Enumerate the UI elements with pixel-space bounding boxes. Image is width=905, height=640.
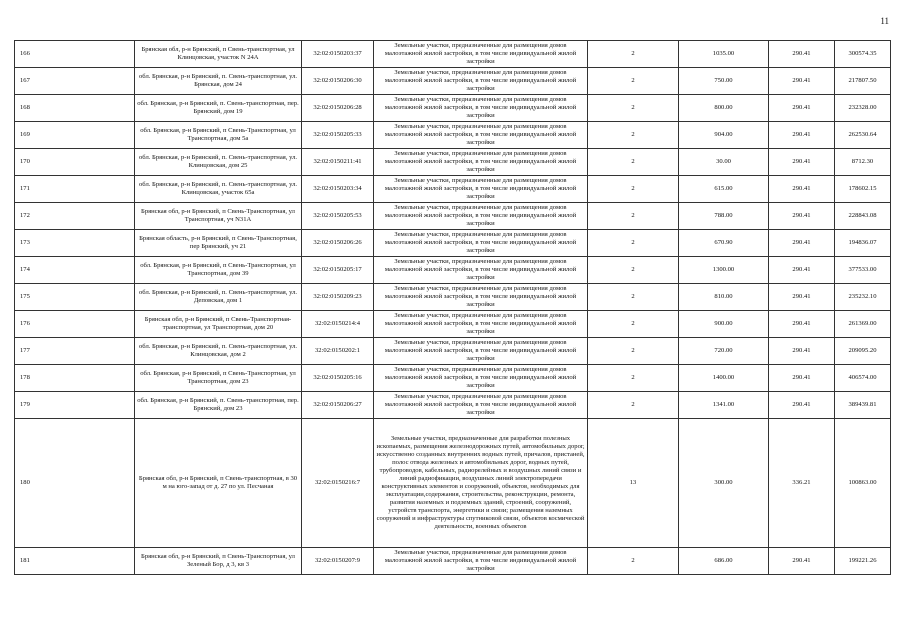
address-cell: обл. Брянская, р-н Брянский, п. Свень-транспортная, ул. Клинцовская, участок 65а xyxy=(135,176,302,203)
area-cell: 30.00 xyxy=(679,149,769,176)
table-row xyxy=(15,284,891,311)
row-number: 174 xyxy=(15,257,135,284)
cadastral-value-cell: 389439.81 xyxy=(835,392,891,419)
cadastral-number-cell: 32:02:0150206:27 xyxy=(302,392,374,419)
table-body xyxy=(15,41,891,575)
table-row xyxy=(15,257,891,284)
cadastral-value-cell: 261369.00 xyxy=(835,311,891,338)
unit-value-cell: 290.41 xyxy=(769,284,835,311)
address-cell: Брянская обл, р-н Брянский, п Свень-Транспортная-транспортная, ул Транспортная, дом 20 xyxy=(135,311,302,338)
category-cell: 2 xyxy=(588,392,679,419)
row-number: 170 xyxy=(15,149,135,176)
permitted-use-cell: Земельные участки, предназначенные для размещения домов малоэтажной жилой застройки, в том числе индивидуальной жилой застройки xyxy=(374,392,588,419)
permitted-use-cell: Земельные участки, предназначенные для размещения домов малоэтажной жилой застройки, в том числе индивидуальной жилой застройки xyxy=(374,257,588,284)
table-row xyxy=(15,95,891,122)
land-registry-table xyxy=(14,40,891,575)
area-cell: 750.00 xyxy=(679,68,769,95)
cadastral-value-cell: 235232.10 xyxy=(835,284,891,311)
table-row xyxy=(15,149,891,176)
page-number: 11 xyxy=(880,16,889,26)
address-cell: Брянская обл, р-н Брянский, п Свень-Транспортная, ул Зеленый Бор, д 3, кв 3 xyxy=(135,548,302,575)
unit-value-cell: 290.41 xyxy=(769,203,835,230)
cadastral-value-cell: 209095.20 xyxy=(835,338,891,365)
area-cell: 615.00 xyxy=(679,176,769,203)
category-cell: 2 xyxy=(588,122,679,149)
table-row xyxy=(15,230,891,257)
cadastral-value-cell: 100863.00 xyxy=(835,419,891,548)
table-row xyxy=(15,365,891,392)
row-number: 179 xyxy=(15,392,135,419)
permitted-use-cell: Земельные участки, предназначенные для размещения домов малоэтажной жилой застройки, в том числе индивидуальной жилой застройки xyxy=(374,338,588,365)
cadastral-value-cell: 8712.30 xyxy=(835,149,891,176)
cadastral-number-cell: 32:02:0150205:17 xyxy=(302,257,374,284)
unit-value-cell: 290.41 xyxy=(769,338,835,365)
permitted-use-cell: Земельные участки, предназначенные для размещения домов малоэтажной жилой застройки, в том числе индивидуальной жилой застройки xyxy=(374,149,588,176)
area-cell: 800.00 xyxy=(679,95,769,122)
address-cell: обл. Брянская, р-н Брянский, п. Свень-транспортная, пер. Брянский, дом 23 xyxy=(135,392,302,419)
cadastral-value-cell: 232328.00 xyxy=(835,95,891,122)
row-number: 177 xyxy=(15,338,135,365)
category-cell: 2 xyxy=(588,338,679,365)
cadastral-number-cell: 32:02:0150205:16 xyxy=(302,365,374,392)
table-row xyxy=(15,548,891,575)
unit-value-cell: 290.41 xyxy=(769,176,835,203)
unit-value-cell: 290.41 xyxy=(769,548,835,575)
area-cell: 720.00 xyxy=(679,338,769,365)
cadastral-number-cell: 32:02:0150207:9 xyxy=(302,548,374,575)
address-cell: Брянская обл, р-н Брянский, п Свень-Транспортная, ул Транспортная, уч N31А xyxy=(135,203,302,230)
unit-value-cell: 290.41 xyxy=(769,95,835,122)
permitted-use-cell: Земельные участки, предназначенные для размещения домов малоэтажной жилой застройки, в том числе индивидуальной жилой застройки xyxy=(374,176,588,203)
address-cell: обл. Брянская, р-н Брянский, п Свень-Транспортная, ул Транспортная, дом 5а xyxy=(135,122,302,149)
cadastral-number-cell: 32:02:0150205:33 xyxy=(302,122,374,149)
table-row xyxy=(15,68,891,95)
area-cell: 1035.00 xyxy=(679,41,769,68)
cadastral-number-cell: 32:02:0150205:53 xyxy=(302,203,374,230)
cadastral-value-cell: 178602.15 xyxy=(835,176,891,203)
row-number: 168 xyxy=(15,95,135,122)
address-cell: обл. Брянская, р-н Брянский, п Свень-Транспортная, ул Транспортная, дом 39 xyxy=(135,257,302,284)
cadastral-value-cell: 300574.35 xyxy=(835,41,891,68)
area-cell: 300.00 xyxy=(679,419,769,548)
category-cell: 2 xyxy=(588,41,679,68)
row-number: 176 xyxy=(15,311,135,338)
row-number: 166 xyxy=(15,41,135,68)
address-cell: обл. Брянская, р-н Брянский, п. Свень-транспортная, пер. Брянский, дом 19 xyxy=(135,95,302,122)
unit-value-cell: 290.41 xyxy=(769,230,835,257)
category-cell: 2 xyxy=(588,365,679,392)
area-cell: 1341.00 xyxy=(679,392,769,419)
unit-value-cell: 290.41 xyxy=(769,149,835,176)
cadastral-number-cell: 32:02:0150203:34 xyxy=(302,176,374,203)
permitted-use-cell: Земельные участки, предназначенные для размещения домов малоэтажной жилой застройки, в том числе индивидуальной жилой застройки xyxy=(374,548,588,575)
category-cell: 2 xyxy=(588,176,679,203)
area-cell: 670.90 xyxy=(679,230,769,257)
table-row xyxy=(15,41,891,68)
address-cell: обл. Брянская, р-н Брянский, п. Свень-транспортная, ул. Брянская, дом 24 xyxy=(135,68,302,95)
row-number: 175 xyxy=(15,284,135,311)
row-number: 181 xyxy=(15,548,135,575)
row-number: 178 xyxy=(15,365,135,392)
row-number: 169 xyxy=(15,122,135,149)
permitted-use-cell: Земельные участки, предназначенные для размещения домов малоэтажной жилой застройки, в том числе индивидуальной жилой застройки xyxy=(374,41,588,68)
cadastral-value-cell: 262530.64 xyxy=(835,122,891,149)
cadastral-value-cell: 199221.26 xyxy=(835,548,891,575)
unit-value-cell: 290.41 xyxy=(769,41,835,68)
row-number: 180 xyxy=(15,419,135,548)
table-row xyxy=(15,419,891,548)
area-cell: 810.00 xyxy=(679,284,769,311)
unit-value-cell: 336.21 xyxy=(769,419,835,548)
category-cell: 2 xyxy=(588,230,679,257)
area-cell: 904.00 xyxy=(679,122,769,149)
row-number: 172 xyxy=(15,203,135,230)
permitted-use-cell: Земельные участки, предназначенные для разработки полезных ископаемых, размещения железнодорожных путей, автомобильных дорог, искусственно созданных внутренних водных путей, причалов, пристаней, полос отвода железных и автомобильных дорог, водных путей, трубопроводов, кабельных, радиорелейных и воздушных линий связи и линий радиофикации, воздушных линий электропередачи конструктивных элементов и сооружений, объектов, необходимых для эксплуатации,содержания, строительства, реконструкции, ремонта, развития наземных и подземных зданий, строений, сооружений, устройств транспорта, энергетики и связи; размещения наземных сооружений и инфраструктуры спутниковой связи, объектов космической деятельности, военных объектов xyxy=(374,419,588,548)
address-cell: Брянская область, р-н Брянский, п Свень-Транспортная, пер Брянский, уч 21 xyxy=(135,230,302,257)
address-cell: Брянская обл, р-н Брянский, п Свень-транспортная, ул Клинцовская, участок N 24А xyxy=(135,41,302,68)
cadastral-value-cell: 377533.00 xyxy=(835,257,891,284)
category-cell: 2 xyxy=(588,257,679,284)
unit-value-cell: 290.41 xyxy=(769,257,835,284)
table-row xyxy=(15,203,891,230)
unit-value-cell: 290.41 xyxy=(769,365,835,392)
address-cell: обл. Брянская, р-н Брянский, п. Свень-транспортная, ул. Деповская, дом 1 xyxy=(135,284,302,311)
cadastral-number-cell: 32:02:0150203:37 xyxy=(302,41,374,68)
area-cell: 900.00 xyxy=(679,311,769,338)
unit-value-cell: 290.41 xyxy=(769,392,835,419)
category-cell: 13 xyxy=(588,419,679,548)
unit-value-cell: 290.41 xyxy=(769,68,835,95)
permitted-use-cell: Земельные участки, предназначенные для размещения домов малоэтажной жилой застройки, в том числе индивидуальной жилой застройки xyxy=(374,203,588,230)
row-number: 173 xyxy=(15,230,135,257)
area-cell: 1400.00 xyxy=(679,365,769,392)
table-row xyxy=(15,338,891,365)
cadastral-number-cell: 32:02:0150206:30 xyxy=(302,68,374,95)
address-cell: обл. Брянская, р-н Брянский, п. Свень-транспортная, ул. Клинцовская, дом 25 xyxy=(135,149,302,176)
permitted-use-cell: Земельные участки, предназначенные для размещения домов малоэтажной жилой застройки, в том числе индивидуальной жилой застройки xyxy=(374,365,588,392)
permitted-use-cell: Земельные участки, предназначенные для размещения домов малоэтажной жилой застройки, в том числе индивидуальной жилой застройки xyxy=(374,95,588,122)
address-cell: Брянская обл, р-н Брянский, п Свень-транспортная, в 30 м на юго-запад от д. 27 по ул. Песчаная xyxy=(135,419,302,548)
table-row xyxy=(15,176,891,203)
unit-value-cell: 290.41 xyxy=(769,122,835,149)
cadastral-number-cell: 32:02:0150216:7 xyxy=(302,419,374,548)
permitted-use-cell: Земельные участки, предназначенные для размещения домов малоэтажной жилой застройки, в том числе индивидуальной жилой застройки xyxy=(374,230,588,257)
row-number: 171 xyxy=(15,176,135,203)
cadastral-number-cell: 32:02:0150206:28 xyxy=(302,95,374,122)
category-cell: 2 xyxy=(588,284,679,311)
cadastral-value-cell: 228843.08 xyxy=(835,203,891,230)
table-row xyxy=(15,122,891,149)
cadastral-number-cell: 32:02:0150211:41 xyxy=(302,149,374,176)
permitted-use-cell: Земельные участки, предназначенные для размещения домов малоэтажной жилой застройки, в том числе индивидуальной жилой застройки xyxy=(374,68,588,95)
area-cell: 686.00 xyxy=(679,548,769,575)
cadastral-value-cell: 217807.50 xyxy=(835,68,891,95)
cadastral-number-cell: 32:02:0150206:26 xyxy=(302,230,374,257)
category-cell: 2 xyxy=(588,311,679,338)
cadastral-value-cell: 406574.00 xyxy=(835,365,891,392)
address-cell: обл. Брянская, р-н Брянский, п Свень-Транспортная, ул Транспортная, дом 23 xyxy=(135,365,302,392)
permitted-use-cell: Земельные участки, предназначенные для размещения домов малоэтажной жилой застройки, в том числе индивидуальной жилой застройки xyxy=(374,311,588,338)
permitted-use-cell: Земельные участки, предназначенные для размещения домов малоэтажной жилой застройки, в том числе индивидуальной жилой застройки xyxy=(374,122,588,149)
address-cell: обл. Брянская, р-н Брянский, п. Свень-транспортная, ул. Клинцовская, дом 2 xyxy=(135,338,302,365)
unit-value-cell: 290.41 xyxy=(769,311,835,338)
permitted-use-cell: Земельные участки, предназначенные для размещения домов малоэтажной жилой застройки, в том числе индивидуальной жилой застройки xyxy=(374,284,588,311)
cadastral-number-cell: 32:02:0150214:4 xyxy=(302,311,374,338)
category-cell: 2 xyxy=(588,203,679,230)
cadastral-number-cell: 32:02:0150209:23 xyxy=(302,284,374,311)
table-row xyxy=(15,392,891,419)
area-cell: 788.00 xyxy=(679,203,769,230)
category-cell: 2 xyxy=(588,548,679,575)
cadastral-value-cell: 194836.07 xyxy=(835,230,891,257)
category-cell: 2 xyxy=(588,149,679,176)
row-number: 167 xyxy=(15,68,135,95)
category-cell: 2 xyxy=(588,95,679,122)
area-cell: 1300.00 xyxy=(679,257,769,284)
table-row xyxy=(15,311,891,338)
category-cell: 2 xyxy=(588,68,679,95)
cadastral-number-cell: 32:02:0150202:1 xyxy=(302,338,374,365)
